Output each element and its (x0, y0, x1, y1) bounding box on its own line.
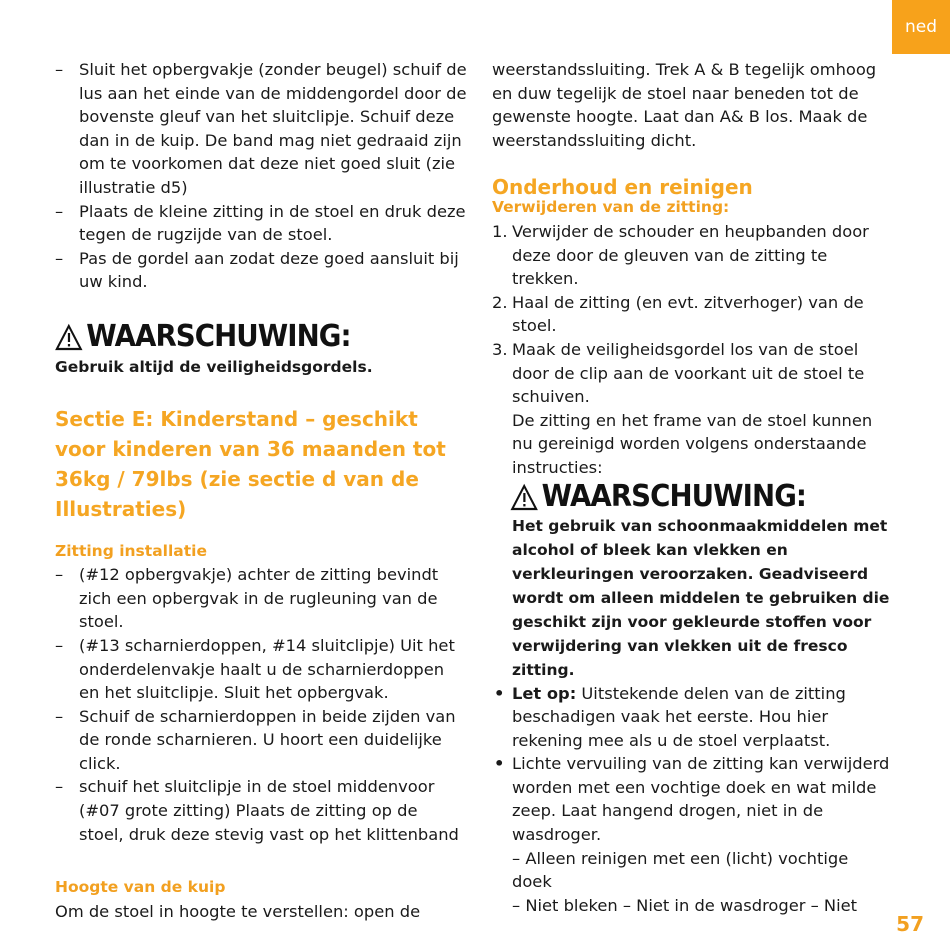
warning-triangle-icon (510, 483, 538, 511)
bullet-text: Uitstekende delen van de zitting beschadigen vaak het eerste. Hou hier rekening mee als u de stoel verplaatst. (512, 683, 846, 750)
step-item (492, 338, 892, 409)
bullet-label: Let op: (512, 683, 577, 703)
bullet-item (492, 752, 892, 846)
language-tab (892, 0, 950, 54)
step-text: Maak de veiligheidsgordel los van de stoel door de clip aan de voorkant uit de stoel te schuiven. (512, 339, 865, 407)
step-number: 2. (492, 292, 508, 312)
zitting-item: – (#13 scharnierdoppen, #14 sluitclipje) Uit het onderdelenvakje haalt u de scharnierdoppen en het sluitclipje. Sluit het opbergvak. (55, 634, 467, 705)
maintenance-heading: Onderhoud en reinigen (492, 175, 753, 200)
warning-text: Het gebruik van schoonmaakmiddelen met alcohol of bleek kan vlekken en verkleuringen veroorzaken. Geadviseerd wordt om alleen middelen te gebruiken die geschikt zijn voor gekleurde stoffen voor verwijdering van vlekken uit de fresco zitting. (512, 516, 890, 679)
maintenance-subheading: Verwijderen van de zitting: (492, 198, 730, 217)
bullet-text: Lichte vervuiling van de zitting kan verwijderd worden met een vochtige doek en wat milde zeep. Laat hangend drogen, niet in de wasdroger. (512, 754, 890, 845)
intro-item: – Pas de gordel aan zodat deze goed aansluit bij uw kind. (55, 247, 467, 294)
bullet-subline: – Alleen reinigen met een (licht) vochtige doek (512, 848, 849, 892)
intro-item: – Plaats de kleine zitting in de stoel en druk deze tegen de rugzijde van de stoel. (55, 200, 467, 247)
zitting-heading: Zitting installatie (55, 541, 207, 560)
continuation-text: weerstandssluiting. Trek A & B tegelijk omhoog en duw tegelijk de stoel naar beneden tot de gewenste hoogte. Laat dan A& B los. Maak de weerstandssluiting dicht. (492, 60, 877, 150)
right-column (492, 58, 892, 917)
step-extra: De zitting en het frame van de stoel kunnen nu gereinigd worden volgens onderstaande instructies: (512, 410, 873, 477)
zitting-item: – schuif het sluitclipje in de stoel middenvoor (#07 grote zitting) Plaats de zitting op de stoel, druk deze stevig vast op het klittenband (55, 775, 467, 846)
step-number: 1. (492, 221, 508, 241)
warning-text: Gebruik altijd de veiligheidsgordels. (55, 357, 373, 376)
page-number: 57 (896, 912, 924, 936)
step-text: Haal de zitting (en evt. zitverhoger) van de stoel. (512, 292, 864, 336)
warning-heading (55, 320, 434, 354)
intro-item: – Sluit het opbergvakje (zonder beugel) schuif de lus aan het einde van de middengordel door de bovenste gleuf van het sluitclipje. Schuif deze dan in de kuip. De band mag niet gedraaid zijn om te voorkomen dat deze niet goed sluit (zie illustratie d5) (55, 58, 467, 200)
left-column (55, 58, 467, 923)
warning-title: WAARSCHUWING: (541, 478, 807, 514)
step-item (492, 220, 892, 291)
section-title: Sectie E: Kinderstand – geschikt voor kinderen van 36 maanden tot 36kg / 79lbs (zie sectie d van de Illustraties) (55, 406, 446, 521)
step-number: 3. (492, 339, 508, 359)
bullet-item (492, 682, 892, 753)
step-text: Verwijder de schouder en heupbanden door deze door de gleuven van de zitting te trekken. (512, 221, 869, 289)
warning-triangle-icon (55, 323, 83, 351)
warning-heading (492, 480, 860, 514)
zitting-item: – (#12 opbergvakje) achter de zitting bevindt zich een opbergvak in de rugleuning van de stoel. (55, 563, 467, 634)
kuip-text: Om de stoel in hoogte te verstellen: open de (55, 901, 421, 921)
language-tab-label: ned (904, 17, 938, 37)
kuip-heading: Hoogte van de kuip (55, 878, 226, 897)
zitting-item: – Schuif de scharnierdoppen in beide zijden van de ronde scharnieren. U hoort een duidelijke click. (55, 705, 467, 776)
warning-title: WAARSCHUWING: (86, 318, 351, 354)
step-item (492, 291, 892, 338)
bullet-subline: – Niet bleken – Niet in de wasdroger – Niet (512, 895, 858, 915)
